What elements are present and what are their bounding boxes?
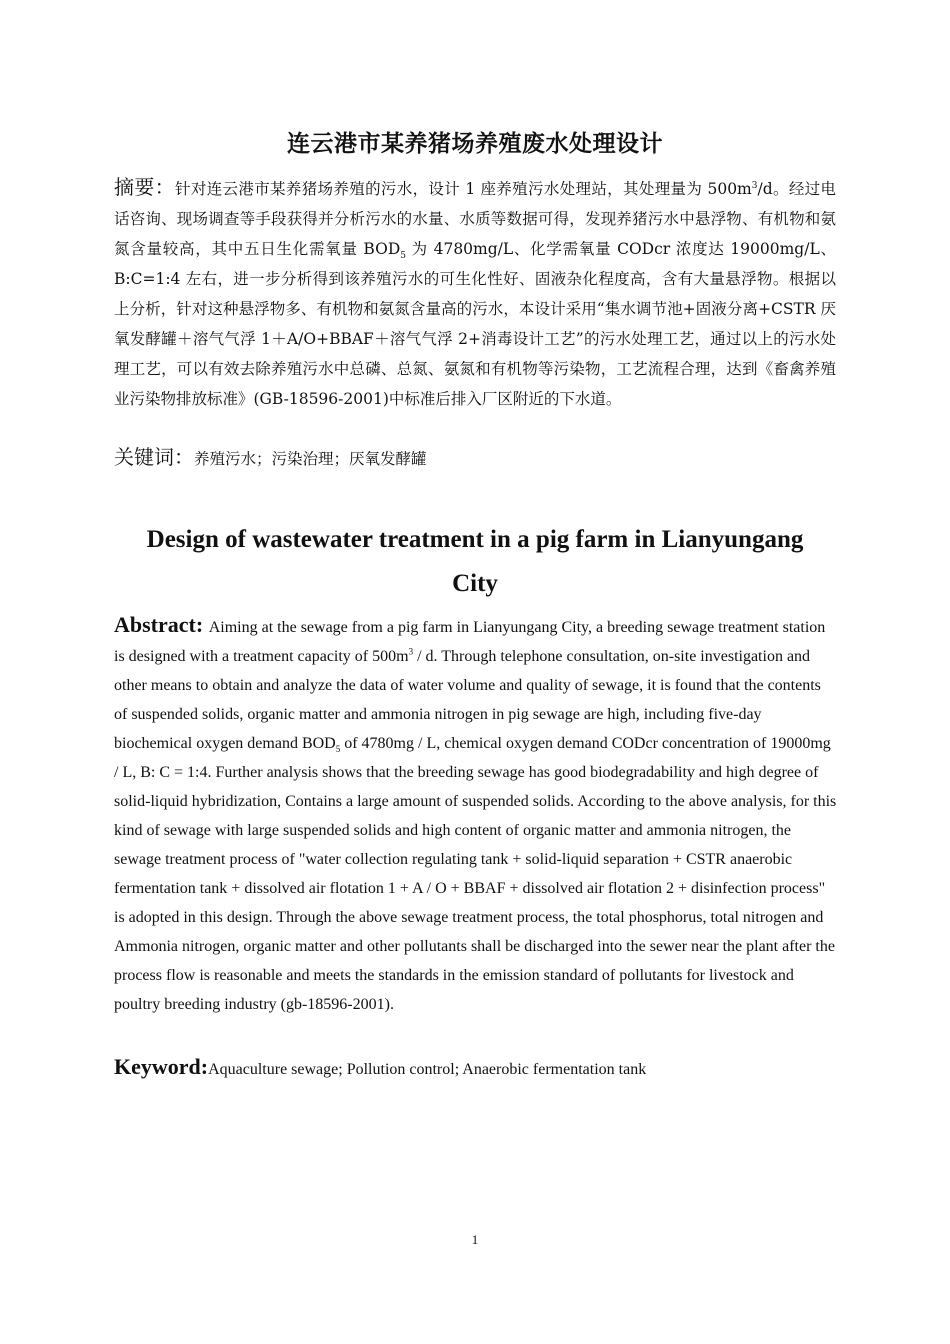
- chinese-abstract: [114, 172, 836, 414]
- chinese-title: 连云港市某养猪场养殖废水处理设计: [287, 131, 663, 157]
- english-keywords-label: Keyword:: [114, 1054, 209, 1079]
- chinese-keywords-label: 关键词：: [114, 445, 194, 469]
- chinese-abstract-text-3: 为 4780mg/L、化学需氧量 CODcr 浓度达 19000mg/L、B:C=1:4 左右，进一步分析得到该养殖污水的可生化性好、固液杂化程度高，含有大量悬浮物。根据以上分析，针对这种悬浮物多、有机物和氨氮含量高的污水，本设计采用“集水调节池+固液分离+CSTR 厌氧发酵罐＋溶气气浮 1＋A/O+BBAF＋溶气气浮 2+消毒设计工艺”的污水处理工艺，通过以上的污水处理工艺，可以有效去除养殖污水中总磷、总氮、氨氮和有机物等污染物，工艺流程合理，达到《畜禽养殖业污染物排放标准》(GB-18596-2001)中标准后排入厂区附近的下水道。: [114, 240, 836, 408]
- english-abstract-text-1: Aiming at the sewage from a pig farm in Lianyungang City, a breeding sewage treatment station is designed with a treatment capacity of 500m: [114, 619, 826, 665]
- chinese-abstract-text-2: /d。经过电话咨询、现场调查等手段获得并分析污水的水量、水质等数据可得，发现养猪污水中悬浮物、有机物和氨氮含量较高，其中五日生化需氧量 BOD: [114, 180, 836, 258]
- english-abstract-label: Abstract:: [114, 612, 209, 637]
- english-keywords-text: Aquaculture sewage; Pollution control; Anaerobic fermentation tank: [208, 1061, 647, 1078]
- chinese-keywords-text: 养殖污水；污染治理；厌氧发酵罐: [194, 450, 427, 468]
- english-abstract: [114, 610, 838, 1019]
- english-abstract-subscript: 5: [335, 744, 341, 755]
- english-abstract-text-3: of 4780mg / L, chemical oxygen demand CODcr concentration of 19000mg / L, B: C = 1:4. Further analysis shows that the breeding sewage has good biodegradability and high degree of solid-liquid hybridization, Contains a large amount of suspended solids. According to the above analysis, for this kind of sewage with large suspended solids and high content of organic matter and ammonia nitrogen, the sewage treatment process of "water collection regulating tank + solid-liquid separation + CSTR anaerobic fermentation tank + dissolved air flotation 1 + A / O + BBAF + dissolved air flotation 2 + disinfection process" is adopted in this design. Through the above sewage treatment process, the total phosphorus, total nitrogen and Ammonia nitrogen, organic matter and other pollutants shall be discharged into the sewer near the plant after the process flow is reasonable and meets the standards in the emission standard of pollutants for livestock and poultry breeding industry (gb-18596-2001).: [114, 735, 837, 1013]
- chinese-keywords: [114, 442, 836, 474]
- english-keywords: [114, 1052, 838, 1084]
- chinese-abstract-label: 摘要：: [114, 175, 176, 199]
- chinese-abstract-text-1: 针对连云港市某养猪场养殖的污水，设计 1 座养殖污水处理站，其处理量为 500m: [175, 180, 752, 198]
- chinese-abstract-superscript: 3: [751, 180, 758, 191]
- chinese-abstract-subscript: 5: [400, 251, 406, 262]
- english-abstract-superscript: 3: [408, 646, 414, 657]
- page-number: 1: [471, 1232, 479, 1247]
- english-abstract-text-2: / d. Through telephone consultation, on-site investigation and other means to obtain and analyze the data of water volume and quality of sewage, it is found that the contents of suspended solids, organic matter and ammonia nitrogen in pig sewage are high, including five-day biochemical oxygen demand BOD: [114, 648, 821, 752]
- english-title: Design of wastewater treatment in a pig farm in Lianyungang City: [146, 526, 804, 597]
